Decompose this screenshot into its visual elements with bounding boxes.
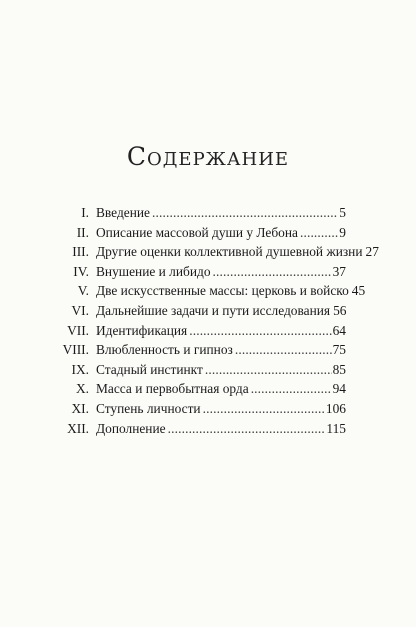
toc-leader-dots bbox=[235, 340, 332, 360]
toc-entry-body bbox=[96, 360, 346, 380]
toc-page-number: 9 bbox=[339, 224, 346, 240]
toc-entry-body bbox=[96, 321, 346, 341]
toc-page-number: 45 bbox=[351, 283, 366, 299]
toc-entry bbox=[0, 223, 416, 243]
toc-chapter-number: VII. bbox=[67, 322, 89, 338]
toc-entry-body bbox=[96, 379, 346, 399]
toc-entry-body bbox=[96, 223, 346, 243]
toc-page-number: 5 bbox=[339, 205, 346, 220]
toc-chapter-number: II. bbox=[76, 224, 89, 240]
toc-chapter-number: VI. bbox=[71, 302, 89, 318]
toc-entry-body bbox=[96, 281, 366, 301]
toc-chapter-title: Описание массовой души у Лебона bbox=[96, 224, 298, 240]
toc-entry bbox=[0, 281, 416, 301]
toc-chapter-number: III. bbox=[72, 244, 89, 260]
toc-page-number: 37 bbox=[332, 263, 346, 279]
toc-chapter-number: IV. bbox=[73, 263, 89, 279]
toc-page-number: 85 bbox=[332, 361, 346, 377]
toc-chapter-number: I. bbox=[81, 205, 89, 220]
toc-chapter-title: Дополнение bbox=[96, 420, 166, 436]
toc-entry bbox=[0, 262, 416, 282]
page-title: Содержание bbox=[126, 142, 290, 171]
toc-chapter-title: Ступень личности bbox=[96, 400, 201, 416]
toc-entry bbox=[0, 301, 416, 321]
toc-page-number: 56 bbox=[333, 302, 347, 318]
toc-chapter-title: Дальнейшие задачи и пути исследования bbox=[96, 302, 331, 318]
toc-page-number: 27 bbox=[365, 244, 379, 260]
toc-chapter-title: Идентификация bbox=[96, 322, 188, 338]
toc-page-number: 115 bbox=[326, 420, 346, 436]
toc-leader-dots bbox=[168, 419, 326, 439]
toc-chapter-number: XII. bbox=[67, 420, 89, 436]
toc-leader-dots bbox=[205, 360, 332, 380]
toc-page-number: 94 bbox=[332, 381, 346, 397]
toc-page-number: 75 bbox=[332, 342, 346, 358]
toc-chapter-number: IX. bbox=[71, 361, 89, 377]
toc-chapter-title: Две искусственные массы: церковь и войско bbox=[96, 283, 349, 299]
toc-leader-dots bbox=[213, 262, 332, 282]
toc-entry-body bbox=[96, 203, 346, 223]
toc-entry bbox=[0, 340, 416, 360]
toc-entry-body bbox=[96, 340, 346, 360]
toc-entry bbox=[0, 360, 416, 380]
toc-entry bbox=[0, 379, 416, 399]
toc-leader-dots bbox=[300, 223, 338, 243]
toc-entry bbox=[0, 321, 416, 341]
toc-chapter-title: Внушение и либидо bbox=[96, 263, 211, 279]
toc-chapter-title: Введение bbox=[96, 205, 150, 220]
toc-leader-dots bbox=[189, 321, 331, 341]
toc-entry bbox=[0, 242, 416, 262]
toc-page-number: 64 bbox=[332, 322, 346, 338]
toc-page-number: 106 bbox=[325, 400, 346, 416]
toc-chapter-title: Влюбленность и гипноз bbox=[96, 342, 233, 358]
toc-entry-body bbox=[96, 242, 379, 262]
toc-entry bbox=[0, 419, 416, 439]
table-of-contents bbox=[0, 203, 416, 438]
toc-entry bbox=[0, 203, 416, 223]
toc-entry-body bbox=[96, 301, 346, 321]
toc-chapter-number: X. bbox=[75, 381, 89, 397]
toc-chapter-number: VIII. bbox=[62, 342, 89, 358]
toc-chapter-title: Стадный инстинкт bbox=[96, 361, 203, 377]
toc-leader-dots bbox=[251, 379, 332, 399]
toc-leader-dots bbox=[152, 203, 338, 223]
toc-entry-body bbox=[96, 262, 346, 282]
toc-entry bbox=[0, 399, 416, 419]
toc-leader-dots bbox=[203, 399, 325, 419]
toc-chapter-number: XI. bbox=[71, 400, 89, 416]
toc-chapter-title: Масса и первобытная орда bbox=[96, 381, 249, 397]
toc-entry-body bbox=[96, 399, 346, 419]
toc-chapter-title: Другие оценки коллективной душевной жизни bbox=[96, 244, 363, 260]
toc-chapter-number: V. bbox=[77, 283, 89, 299]
toc-entry-body bbox=[96, 419, 346, 439]
